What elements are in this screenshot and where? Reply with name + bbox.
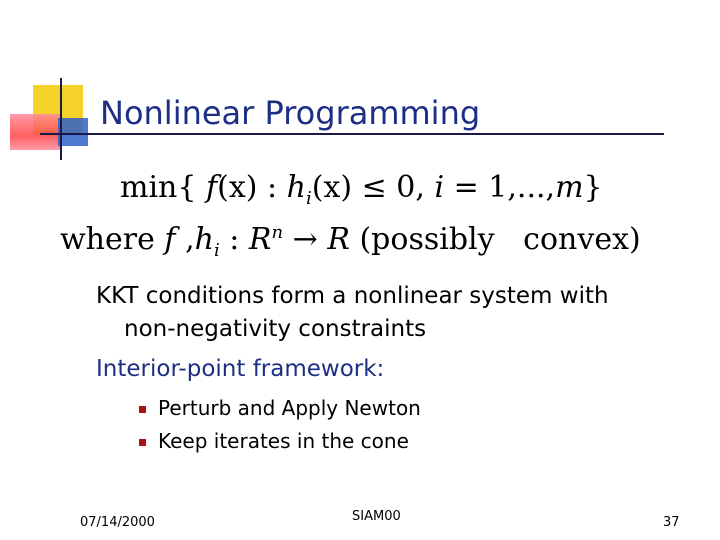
formula-line-1	[120, 170, 603, 209]
formula-x1: (x) :	[217, 170, 278, 205]
formula-R2: R	[327, 222, 350, 257]
formula-where: where	[60, 222, 155, 257]
formula-i: i	[434, 170, 445, 205]
bullet-square-icon	[139, 439, 146, 446]
formula-comma: ,	[185, 222, 195, 257]
formula-close-brace: }	[583, 170, 603, 205]
sub-bullet-item: Keep iterates in the cone	[158, 429, 409, 453]
formula-min: min	[120, 170, 178, 205]
formula-R: R	[248, 222, 272, 257]
formula-h-sub: i	[305, 188, 312, 209]
footer-center: SIAM00	[352, 509, 401, 524]
logo-blue-square	[58, 118, 88, 146]
logo-vertical-line	[60, 78, 62, 160]
formula-open-brace: {	[177, 170, 197, 205]
formula-note: (possibly convex)	[359, 222, 641, 257]
formula-m: m	[555, 170, 584, 205]
formula-eq: = 1,...,	[453, 170, 556, 205]
formula-f2: f	[164, 222, 176, 257]
slide-title: Nonlinear Programming	[100, 94, 481, 132]
formula-h2-sub: i	[213, 240, 220, 261]
formula-R-sup: n	[271, 222, 284, 243]
formula-line-2	[60, 222, 641, 261]
kkt-line-1: KKT conditions form a nonlinear system with	[96, 283, 609, 309]
bullet-square-icon	[139, 406, 146, 413]
title-underline	[40, 133, 664, 135]
formula-f: f	[206, 170, 218, 205]
formula-colon: :	[229, 222, 240, 257]
formula-h2: h	[194, 222, 214, 257]
page-number: 37	[663, 515, 680, 530]
logo-red-square	[10, 114, 60, 150]
sub-bullet-item: Perturb and Apply Newton	[158, 396, 421, 420]
footer-date: 07/14/2000	[80, 515, 155, 530]
kkt-line-2: non-negativity constraints	[124, 316, 427, 342]
formula-arrow: →	[292, 222, 318, 257]
formula-h: h	[286, 170, 306, 205]
interior-point-heading: Interior-point framework:	[96, 356, 385, 382]
formula-x2: (x) ≤ 0,	[311, 170, 425, 205]
